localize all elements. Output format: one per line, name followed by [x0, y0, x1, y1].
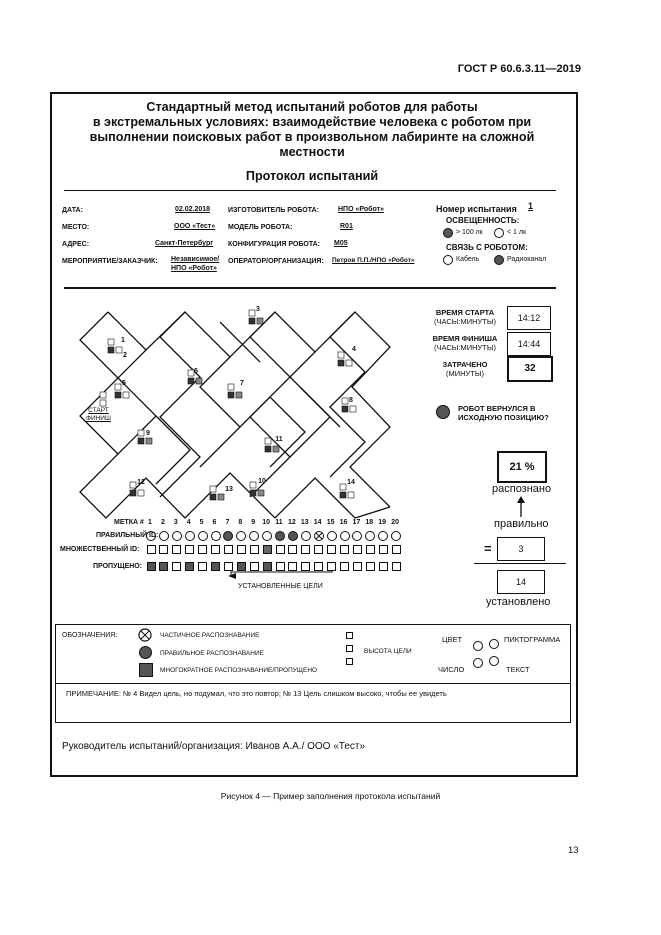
protocol-title: Протокол испытаний	[245, 169, 379, 183]
multiple-id-cell[interactable]	[224, 545, 233, 554]
light-option-1-radio[interactable]	[443, 228, 453, 238]
link-option-2-radio[interactable]	[494, 255, 504, 265]
start-finish-label	[86, 407, 111, 423]
marker-number: 3	[173, 519, 178, 526]
missed-cell[interactable]	[392, 562, 401, 571]
finish-time-label	[427, 334, 503, 352]
marker-number: 8	[238, 519, 243, 526]
finish-time-field[interactable]: 14:44	[507, 332, 551, 356]
correct-id-circle[interactable]	[172, 531, 182, 541]
multiple-id-label: МНОЖЕСТВЕННЫЙ ID:	[60, 546, 140, 553]
correct-count-field: 3	[497, 537, 545, 561]
marker-number: 20	[391, 519, 399, 526]
marker-number: 18	[365, 519, 374, 526]
maze-marker-8: 8	[349, 397, 353, 404]
correct-id-circle[interactable]	[198, 531, 208, 541]
multiple-id-cell[interactable]	[353, 545, 362, 554]
returned-radio[interactable]	[436, 405, 450, 419]
multiple-recognition-icon	[139, 663, 153, 677]
legend-height: ВЫСОТА ЦЕЛИ	[364, 648, 412, 655]
missed-label: ПРОПУЩЕНО:	[93, 563, 143, 570]
partial-recognition-icon	[138, 628, 152, 642]
returned-question-2: ИСХОДНУЮ ПОЗИЦИЮ?	[458, 413, 549, 422]
correct-id-circle[interactable]	[211, 531, 221, 541]
note-text: ПРИМЕЧАНИЕ: № 4 Видел цель, но подумал, что это повтор; № 13 Цель слишком высоко, чтобы ее увидеть	[66, 689, 447, 698]
link-option-1-label: Кабель	[456, 256, 480, 263]
height-square-icon	[346, 645, 353, 652]
figure-caption: Рисунок 4 — Пример заполнения протокола испытаний	[220, 791, 441, 801]
multiple-id-cell[interactable]	[366, 545, 375, 554]
maze-marker-12: 12	[137, 479, 145, 486]
correct-id-circle[interactable]	[275, 531, 285, 541]
maze-marker-1: 1	[121, 337, 125, 344]
multiple-id-cell[interactable]	[172, 545, 181, 554]
missed-cell[interactable]	[366, 562, 375, 571]
document-title	[55, 100, 569, 160]
page-number: 13	[568, 845, 579, 856]
legend-color: ЦВЕТ	[442, 635, 463, 644]
missed-cell[interactable]	[379, 562, 388, 571]
multiple-id-cell[interactable]	[250, 545, 259, 554]
missed-cell[interactable]	[198, 562, 207, 571]
maker-value: НПО «Робот»	[338, 206, 384, 213]
address-label: АДРЕС:	[62, 241, 90, 248]
height-square-icon	[346, 632, 353, 639]
correct-id-circle[interactable]	[340, 531, 350, 541]
test-number-label: Номер испытания	[436, 204, 517, 214]
marker-number: 5	[199, 519, 204, 526]
event-value-2: НПО «Робот»	[171, 265, 217, 272]
returned-question	[458, 404, 549, 422]
multiple-id-cell[interactable]	[276, 545, 285, 554]
event-label: МЕРОПРИЯТИЕ/ЗАКАЗЧИК:	[62, 258, 158, 265]
marker-number: 15	[326, 519, 335, 526]
finish-time-label-1: ВРЕМЯ ФИНИША	[432, 334, 498, 343]
config-label: КОНФИГУРАЦИЯ РОБОТА:	[228, 241, 321, 248]
correct-id-circle[interactable]	[185, 531, 195, 541]
maze-marker-6: 6	[194, 368, 198, 375]
date-label: ДАТА:	[62, 207, 83, 214]
missed-cell[interactable]	[353, 562, 362, 571]
quadrant-circles-icon	[470, 637, 504, 671]
divider-thick	[64, 287, 556, 289]
multiple-id-cell[interactable]	[392, 545, 401, 554]
missed-cell[interactable]	[340, 562, 349, 571]
spent-time-label-1: ЗАТРАЧЕНО	[442, 360, 488, 369]
place-value: ООО «Тест»	[174, 223, 216, 230]
title-line-2: в экстремальных условиях: взаимодействие человека с роботом при	[92, 115, 532, 129]
light-label: ОСВЕЩЕННОСТЬ:	[446, 216, 520, 225]
multiple-id-cell[interactable]	[379, 545, 388, 554]
model-label: МОДЕЛЬ РОБОТА:	[228, 224, 293, 231]
correct-id-circle[interactable]	[159, 531, 169, 541]
height-square-icon	[346, 658, 353, 665]
missed-cell[interactable]	[159, 562, 168, 571]
correct-recognition-icon	[139, 646, 152, 659]
legend-title: ОБОЗНАЧЕНИЯ:	[62, 632, 118, 639]
marker-number: 12	[287, 519, 296, 526]
test-number-value: 1	[528, 201, 534, 211]
established-label: установлено	[486, 596, 551, 608]
multiple-id-cell[interactable]	[147, 545, 156, 554]
fraction-line	[474, 563, 566, 564]
marker-number: 10	[262, 519, 270, 526]
targets-bracket	[228, 570, 338, 584]
link-option-1-radio[interactable]	[443, 255, 453, 265]
maze-drawing	[60, 292, 420, 532]
link-option-2-label: Радиоканал	[507, 256, 547, 263]
legend-correct: ПРАВИЛЬНОЕ РАСПОЗНАВАНИЕ	[160, 650, 264, 657]
multiple-id-cell[interactable]	[288, 545, 297, 554]
maze-marker-14: 14	[347, 479, 355, 486]
maze-marker-7: 7	[240, 380, 244, 387]
missed-cell[interactable]	[185, 562, 194, 571]
multiple-id-cell[interactable]	[198, 545, 207, 554]
marker-number: 2	[160, 519, 165, 526]
maze-marker-13: 13	[225, 486, 233, 493]
date-value: 02.02.2018	[175, 206, 211, 213]
targets-label: УСТАНОВЛЕННЫЕ ЦЕЛИ	[238, 583, 323, 590]
arrow-up-icon	[515, 496, 527, 518]
legend-multiple: МНОГОКРАТНОЕ РАСПОЗНАВАНИЕ/ПРОПУЩЕНО	[160, 667, 318, 674]
equals-sign: =	[484, 541, 492, 556]
marker-number: 13	[300, 519, 309, 526]
multiple-id-cell[interactable]	[340, 545, 349, 554]
missed-cell[interactable]	[172, 562, 181, 571]
multiple-id-cell[interactable]	[327, 545, 336, 554]
marker-number: 14	[313, 519, 322, 526]
correct-label: правильно	[494, 518, 549, 530]
legend-partial: ЧАСТИЧНОЕ РАСПОЗНАВАНИЕ	[160, 632, 260, 639]
percent-field: 21 %	[497, 451, 547, 483]
maze-marker-9: 9	[146, 430, 150, 437]
recognized-label: распознано	[492, 483, 552, 495]
start-time-label-1: ВРЕМЯ СТАРТА	[435, 308, 495, 317]
marker-number: 9	[251, 519, 256, 526]
light-option-1-label: > 100 лк	[456, 229, 483, 236]
correct-id-circle[interactable]	[146, 531, 156, 541]
finish-time-label-2: (ЧАСЫ:МИНУТЫ)	[433, 343, 496, 352]
finish-label: ФИНИШ	[86, 415, 111, 422]
multiple-id-cell[interactable]	[211, 545, 220, 554]
model-value: R01	[340, 223, 353, 230]
address-value: Санкт-Петербург	[155, 240, 214, 247]
start-time-label	[427, 308, 503, 326]
legend-number: ЧИСЛО	[438, 665, 465, 674]
multiple-id-cell[interactable]	[314, 545, 323, 554]
spent-time-label	[427, 360, 503, 378]
marker-number: 16	[339, 519, 348, 526]
title-line-3: выполнении поисковых работ в произвольном лабиринте на сложной	[89, 130, 535, 144]
maze-marker-11: 11	[275, 436, 283, 443]
link-label: СВЯЗЬ С РОБОТОМ:	[446, 243, 528, 252]
spent-time-field[interactable]: 32	[507, 356, 553, 382]
correct-id-circle[interactable]	[327, 531, 337, 541]
correct-id-circle[interactable]	[314, 531, 324, 541]
operator-label: ОПЕРАТОР/ОРГАНИЗАЦИЯ:	[228, 258, 324, 265]
returned-question-1: РОБОТ ВЕРНУЛСЯ В	[458, 404, 536, 413]
multiple-id-cell[interactable]	[301, 545, 310, 554]
marker-number: 19	[378, 519, 387, 526]
operator-value: Петров П.П./НПО «Робот»	[332, 257, 415, 264]
divider	[64, 190, 556, 191]
multiple-id-cell[interactable]	[263, 545, 272, 554]
start-label: СТАРТ	[88, 407, 109, 414]
light-option-2-label: < 1 лк	[507, 229, 527, 236]
title-line-1: Стандартный метод испытаний роботов для работы	[146, 100, 478, 114]
leader-text: Руководитель испытаний/организация: Иванов А.А./ ООО «Тест»	[62, 741, 366, 752]
event-value-1: Независимое/	[171, 256, 220, 263]
maze-marker-2: 2	[123, 352, 127, 359]
missed-cell[interactable]	[147, 562, 156, 571]
correct-id-circle[interactable]	[288, 531, 298, 541]
marker-number: 7	[225, 519, 230, 526]
multiple-id-cell[interactable]	[185, 545, 194, 554]
standard-number: ГОСТ Р 60.6.3.11—2019	[457, 63, 581, 75]
established-count-field: 14	[497, 570, 545, 594]
spent-time-label-2: (МИНУТЫ)	[445, 369, 485, 378]
legend-pictogram: ПИКТОГРАММА	[504, 635, 561, 644]
marker-number-label: МЕТКА #	[114, 519, 144, 526]
title-line-4: местности	[279, 145, 345, 159]
multiple-id-cell[interactable]	[159, 545, 168, 554]
marker-number: 11	[275, 519, 283, 526]
maze-marker-3: 3	[256, 306, 260, 313]
correct-id-label: ПРАВИЛЬНЫЙ ID:	[96, 532, 159, 539]
multiple-id-cell[interactable]	[237, 545, 246, 554]
start-time-label-2: (ЧАСЫ:МИНУТЫ)	[433, 317, 496, 326]
legend-text: ТЕКСТ	[506, 665, 530, 674]
maker-label: ИЗГОТОВИТЕЛЬ РОБОТА:	[228, 207, 319, 214]
missed-cell[interactable]	[211, 562, 220, 571]
place-label: МЕСТО:	[62, 224, 90, 231]
maze-marker-10: 10	[258, 478, 266, 485]
light-option-2-radio[interactable]	[494, 228, 504, 238]
maze-marker-4: 4	[352, 346, 356, 353]
maze-marker-5: 5	[122, 380, 126, 387]
marker-number: 17	[352, 519, 361, 526]
start-time-field[interactable]: 14:12	[507, 306, 551, 330]
marker-number: 6	[212, 519, 217, 526]
marker-number: 4	[186, 519, 191, 526]
marker-number: 1	[148, 519, 152, 526]
config-value: M05	[334, 240, 348, 247]
correct-id-circle[interactable]	[301, 531, 311, 541]
